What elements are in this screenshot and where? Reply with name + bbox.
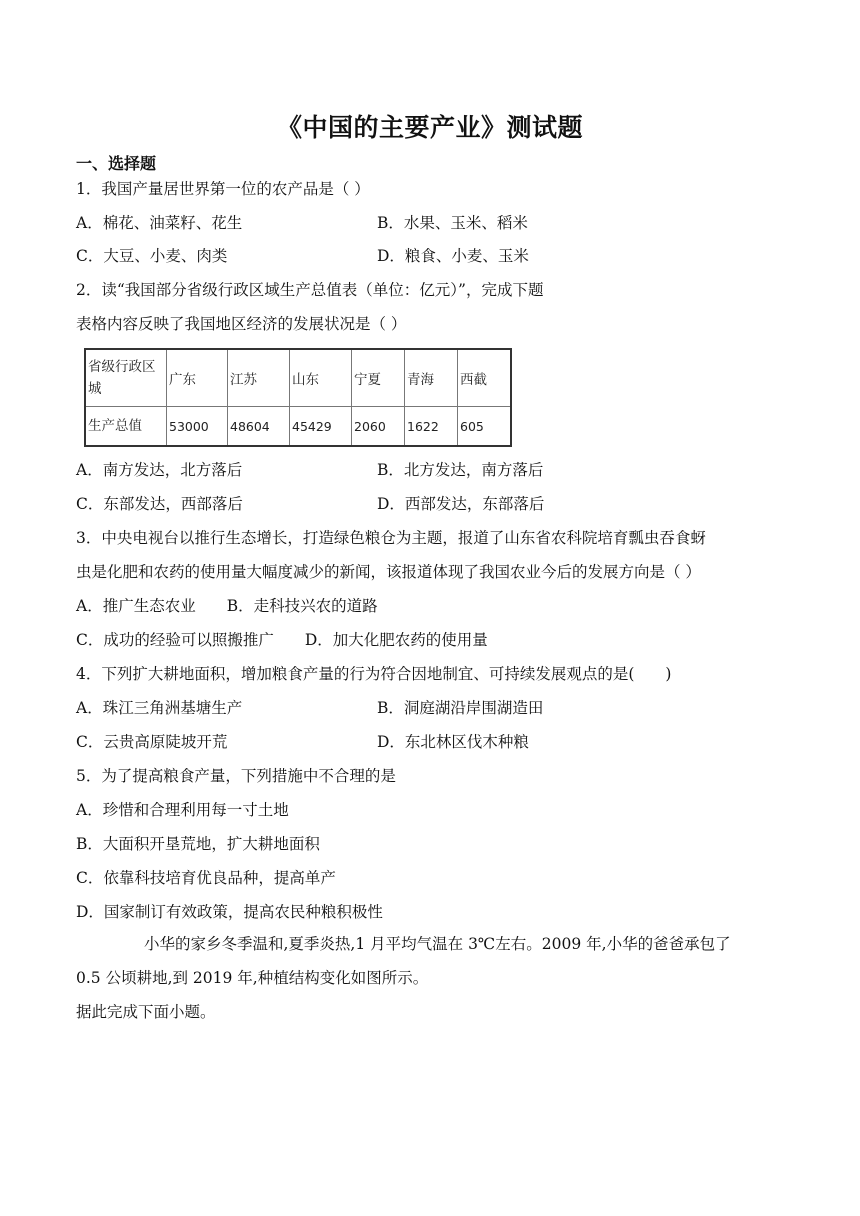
question-3-options-ab: A．推广生态农业 B．走科技兴农的道路 (76, 597, 378, 615)
question-4-option-b: B．洞庭湖沿岸围湖造田 (377, 699, 544, 717)
table-region-cell: 宁夏 (352, 349, 405, 407)
table-region-cell: 广东 (167, 349, 228, 407)
table-region-cell: 江苏 (228, 349, 290, 407)
table-value-cell: 605 (458, 407, 512, 447)
question-1-option-c: C．大豆、小麦、肉类 (76, 247, 228, 265)
question-2-stem: 2．读“我国部分省级行政区域生产总值表（单位：亿元）”，完成下题 (76, 281, 544, 299)
question-1-option-a: A．棉花、油菜籽、花生 (76, 214, 243, 232)
table-region-cell: 青海 (405, 349, 458, 407)
question-5-stem: 5．为了提高粮食产量，下列措施中不合理的是 (76, 767, 396, 785)
passage-line-1: 小华的家乡冬季温和,夏季炎热,1 月平均气温在 3℃左右。2009 年,小华的爸爸承包了 (144, 935, 731, 953)
table-header-line: 省级行政区 (88, 359, 156, 375)
question-5-option-b: B．大面积开垦荒地，扩大耕地面积 (76, 835, 320, 853)
passage-line-3: 据此完成下面小题。 (76, 1003, 216, 1021)
question-3-stem-line1: 3．中央电视台以推行生态增长，打造绿色粮仓为主题，报道了山东省农科院培育瓢虫吞食蚜 (76, 529, 706, 547)
question-3-options-cd: C．成功的经验可以照搬推广 D．加大化肥农药的使用量 (76, 631, 488, 649)
table-header-cell (85, 349, 167, 407)
section-heading: 一、选择题 (76, 154, 157, 173)
question-4-stem: 4．下列扩大耕地面积，增加粮食产量的行为符合因地制宜、可持续发展观点的是( ) (76, 665, 672, 683)
table-value-cell: 1622 (405, 407, 458, 447)
page-title: 《中国的主要产业》测试题 (276, 113, 583, 142)
table-region-cell: 西截 (458, 349, 512, 407)
question-2-option-c: C．东部发达，西部落后 (76, 495, 243, 513)
question-2-option-d: D．西部发达，东部落后 (377, 495, 545, 513)
question-3-stem-line2: 虫是化肥和农药的使用量大幅度减少的新闻，该报道体现了我国农业今后的发展方向是（ ） (76, 563, 701, 581)
gdp-table (84, 348, 512, 447)
table-region-cell: 山东 (290, 349, 352, 407)
question-4-option-a: A．珠江三角洲基塘生产 (76, 699, 243, 717)
question-1-option-d: D．粮食、小麦、玉米 (377, 247, 529, 265)
table-value-cell: 53000 (167, 407, 228, 447)
table-value-cell: 48604 (228, 407, 290, 447)
question-2-option-b: B．北方发达，南方落后 (377, 461, 544, 479)
question-5-option-a: A．珍惜和合理利用每一寸土地 (76, 801, 289, 819)
question-5-option-c: C．依靠科技培育优良品种，提高单产 (76, 869, 336, 887)
table-row (85, 349, 511, 407)
question-1-option-b: B．水果、玉米、稻米 (377, 214, 528, 232)
question-2-sub: 表格内容反映了我国地区经济的发展状况是（ ） (76, 315, 407, 333)
table-row-label: 生产总值 (85, 407, 167, 447)
question-4-option-c: C．云贵高原陡坡开荒 (76, 733, 228, 751)
table-row (85, 407, 511, 447)
table-value-cell: 45429 (290, 407, 352, 447)
question-1-stem: 1．我国产量居世界第一位的农产品是（ ） (76, 180, 370, 198)
table-header-line: 城 (88, 381, 102, 397)
question-2-option-a: A．南方发达，北方落后 (76, 461, 243, 479)
table-value-cell: 2060 (352, 407, 405, 447)
passage-line-2: 0.5 公顷耕地,到 2019 年,种植结构变化如图所示。 (76, 969, 429, 987)
question-4-option-d: D．东北林区伐木种粮 (377, 733, 529, 751)
question-5-option-d: D．国家制订有效政策，提高农民种粮积极性 (76, 903, 383, 921)
